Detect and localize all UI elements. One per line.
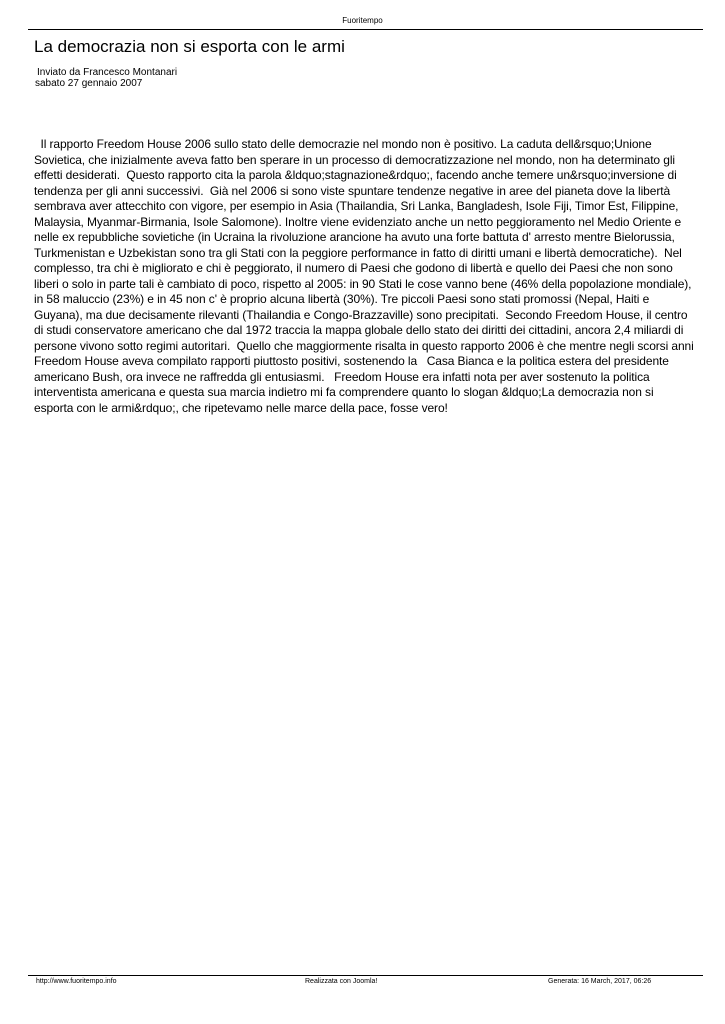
article-date: sabato 27 gennaio 2007 <box>35 78 143 89</box>
footer-divider <box>28 975 703 976</box>
site-name: Fuoritempo <box>342 16 383 25</box>
header-divider <box>28 29 703 30</box>
article-title: La democrazia non si esporta con le armi <box>34 37 345 56</box>
footer-generated-date: Generata: 16 March, 2017, 06:26 <box>548 978 652 985</box>
footer-powered-by: Realizzata con Joomla! <box>305 978 378 985</box>
article-body: Il rapporto Freedom House 2006 sullo stato delle democrazie nel mondo non è positivo. La caduta dell&rsquo;Unione Sovietica, che inizialmente aveva fatto ben sperare in un processo di democratizzazione nel mondo, non ha determinato gli effetti desiderati. Questo rapporto cita la parola &ldquo;stagnazione&rdquo;, facendo anche temere un&rsquo;inversione di tendenza per gli anni successivi. Già nel 2006 si sono viste spuntare tendenze negative in aree del pianeta dove la libertà sembrava aver attecchito con vigore, per esempio in Asia (Thailandia, Sri Lanka, Bangladesh, Isole Fiji, Timor Est, Filippine, Malaysia, Myanmar-Birmania, Isole Salomone). Inoltre viene evidenziato anche un netto peggioramento nel Medio Oriente e nelle ex repubbliche sovietiche (in Ucraina la rivoluzione arancione ha avuto una forte battuta d' arresto mentre Bielorussia, Turkmenistan e Uzbekistan sono tra gli Stati con la peggiore performance in fatto di diritti umani e libertà democratiche). Nel complesso, tra chi è migliorato e chi è peggiorato, il numero di Paesi che godono di libertà e quello dei Paesi che non sono liberi o solo in parte tali è cambiato di poco, rispetto al 2005: in 90 Stati le cose vanno bene (46% della popolazione mondiale), in 58 maluccio (23%) e in 45 non c' è proprio alcuna libertà (30%). Tre piccoli Paesi sono stati promossi (Nepal, Haiti e Guyana), ma due decisamente rilevanti (Thailandia e Congo-Brazzaville) sono precipitati. Secondo Freedom House, il centro di studi conservatore americano che dal 1972 traccia la mappa globale dello stato dei diritti dei cittadini, ancora 2,4 miliardi di persone vivono sotto regimi autoritari. Quello che maggiormente risalta in questo rapporto 2006 è che mentre negli scorsi anni Freedom House aveva compilato rapporti piuttosto positivi, sostenendo la Casa Bianca e la politica estera del presidente americano Bush, ora invece ne raffredda gli entusiasmi. Freedom House era infatti nota per aver sostenuto la politica interventista americana e questa sua marcia indietro mi fa comprendere quanto lo slogan &ldquo;La democrazia non si esporta con le armi&rdquo;, che ripetevamo nelle marce della pace, fosse vero! <box>34 137 697 415</box>
article-meta <box>35 67 177 89</box>
article-author: Inviato da Francesco Montanari <box>37 67 178 78</box>
footer-site-url: http://www.fuoritempo.info <box>36 978 117 985</box>
